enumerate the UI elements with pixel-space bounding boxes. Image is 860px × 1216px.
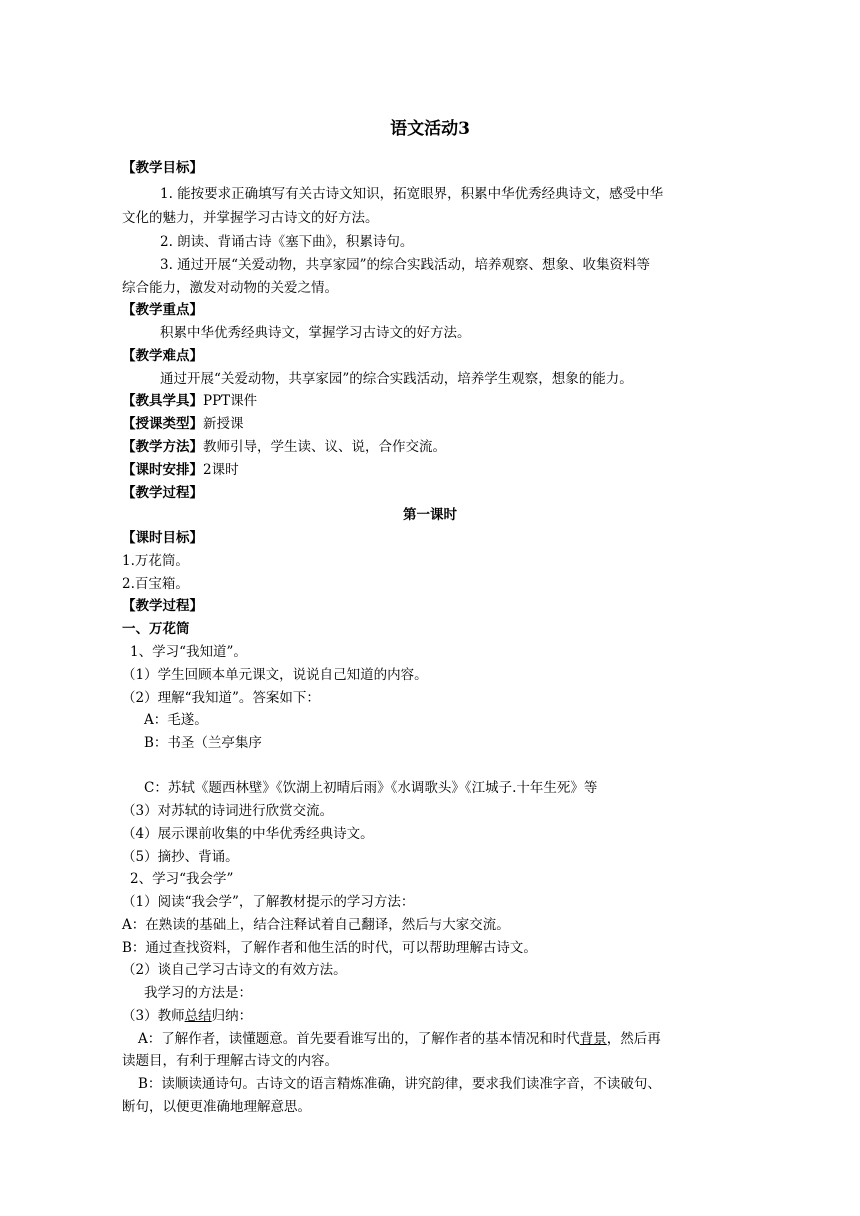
key-points-text: 积累中华优秀经典诗文，掌握学习古诗文的好方法。 — [160, 325, 471, 341]
lesson-one-heading: 第一课时 — [403, 507, 457, 523]
goal-1-line-1: 1. 能按要求正确填写有关古诗文知识，拓宽眼界，积累中华优秀经典诗文，感受中华 — [160, 186, 664, 202]
part-one-heading: 一、万花筒 — [122, 621, 190, 637]
method-a: A：在熟读的基础上，结合注释试着自己翻译，然后与大家交流。 — [122, 917, 510, 933]
section-key-points: 【教学重点】 — [122, 302, 203, 318]
section-difficulties: 【教学难点】 — [122, 348, 203, 364]
method-b: B：通过查找资料，了解作者和他生活的时代，可以帮助理解古诗文。 — [122, 940, 537, 956]
class-hours — [122, 460, 239, 480]
section-lesson-goals: 【课时目标】 — [122, 530, 203, 546]
summary-a-suffix: ，然后再 — [606, 1031, 661, 1047]
step-1-3: （3）对苏轼的诗词进行欣赏交流。 — [122, 803, 334, 819]
goal-1-line-2: 文化的魅力，并掌握学习古诗文的好方法。 — [122, 210, 379, 226]
step-1-4: （4）展示课前收集的中华优秀经典诗文。 — [122, 826, 374, 842]
lesson-type — [122, 414, 244, 434]
step-2-3-suffix: 归纳： — [211, 1008, 253, 1024]
class-hours-value: 2课时 — [203, 462, 239, 478]
my-method: 我学习的方法是： — [144, 985, 252, 1001]
teaching-tools-label: 【教具学具】 — [122, 393, 203, 409]
answer-a: A：毛遂。 — [144, 712, 208, 728]
step-2-3-underlined: 总结 — [184, 1008, 212, 1024]
goal-3-line-2: 综合能力，激发对动物的关爱之情。 — [122, 280, 338, 296]
teaching-tools-value: PPT课件 — [203, 393, 258, 409]
goal-3-line-1: 3. 通过开展“关爱动物，共享家园”的综合实践活动，培养观察、想象、收集资料等 — [160, 257, 650, 273]
step-2-3 — [122, 1006, 252, 1026]
step-2-3-prefix: （3）教师 — [122, 1008, 185, 1024]
step-1-2: （2）理解“我知道”。答案如下： — [122, 690, 320, 706]
lesson-type-label: 【授课类型】 — [122, 416, 203, 432]
section-teaching-process: 【教学过程】 — [122, 485, 203, 501]
lesson-goal-1: 1.万花筒。 — [122, 553, 189, 569]
summary-b-line-1: B：读顺读通诗句。古诗文的语言精炼准确，讲究韵律，要求我们读准字音，不读破句、 — [138, 1076, 661, 1092]
step-2-1: （1）阅读“我会学”，了解教材提示的学习方法： — [122, 894, 415, 910]
summary-b-line-2: 断句，以便更准确地理解意思。 — [122, 1099, 311, 1115]
teaching-method-label: 【教学方法】 — [122, 439, 203, 455]
step-1-5: （5）摘抄、背诵。 — [122, 849, 239, 865]
section-teaching-goals: 【教学目标】 — [122, 160, 203, 176]
teaching-method — [122, 437, 446, 457]
step-1: 1、学习“我知道”。 — [130, 644, 247, 660]
summary-a-line-2: 读题目，有利于理解古诗文的内容。 — [122, 1053, 338, 1069]
section-teaching-process-2: 【教学过程】 — [122, 598, 203, 614]
goal-2: 2. 朗读、背诵古诗《塞下曲》，积累诗句。 — [160, 234, 414, 250]
summary-a-line-1 — [138, 1029, 661, 1049]
class-hours-label: 【课时安排】 — [122, 462, 203, 478]
summary-a-prefix: A：了解作者，读懂题意。首先要看谁写出的，了解作者的基本情况和时代 — [138, 1031, 580, 1047]
summary-a-underlined: 背景 — [579, 1031, 607, 1047]
lesson-type-value: 新授课 — [203, 416, 244, 432]
teaching-method-value: 教师引导，学生读、议、说，合作交流。 — [203, 439, 446, 455]
difficulties-text: 通过开展“关爱动物，共享家园”的综合实践活动，培养学生观察，想象的能力。 — [160, 371, 633, 387]
step-1-1: （1）学生回顾本单元课文，说说自己知道的内容。 — [122, 667, 428, 683]
teaching-tools — [122, 391, 257, 411]
step-2: 2、学习“我会学” — [130, 871, 234, 887]
lesson-goal-2: 2.百宝箱。 — [122, 576, 189, 592]
answer-c: C：苏轼《题西林壁》《饮湖上初晴后雨》《水调歌头》《江城子.十年生死》等 — [144, 780, 598, 796]
step-2-2: （2）谈自己学习古诗文的有效方法。 — [122, 962, 347, 978]
document-title: 语文活动3 — [390, 119, 470, 139]
answer-b: B：书圣（兰亭集序 — [144, 735, 262, 751]
